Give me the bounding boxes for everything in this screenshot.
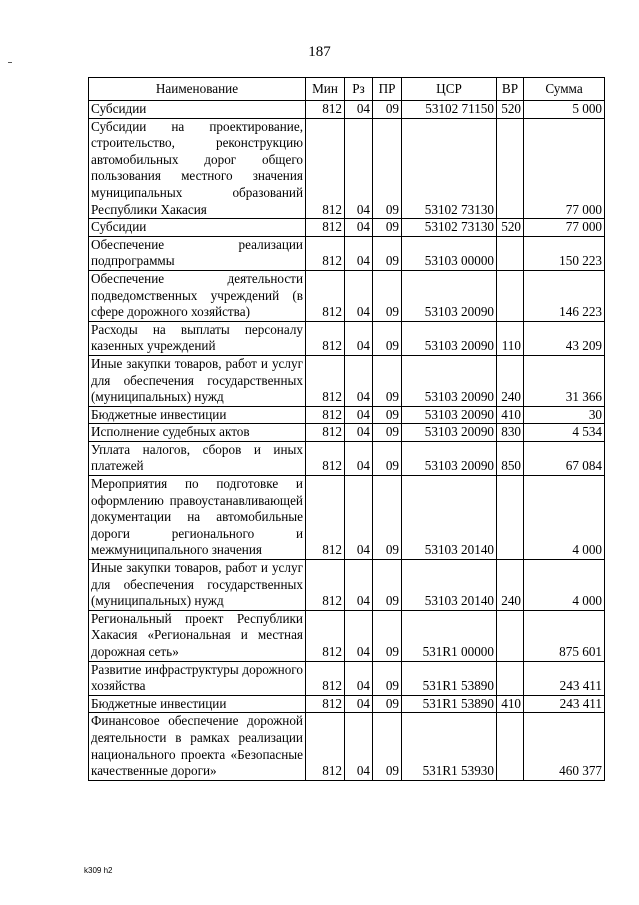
cell-rz: 04 (345, 713, 373, 780)
cell-rz: 04 (345, 476, 373, 560)
cell-min: 812 (306, 713, 345, 780)
table-row (89, 406, 605, 424)
cell-vr (497, 661, 524, 695)
cell-name: Исполнение судебных актов (89, 424, 306, 442)
cell-rz: 04 (345, 118, 373, 219)
cell-csr: 531R1 53890 (402, 661, 497, 695)
cell-vr: 240 (497, 560, 524, 611)
cell-rz: 04 (345, 355, 373, 406)
cell-rz: 04 (345, 695, 373, 713)
cell-sum: 4 000 (524, 560, 605, 611)
cell-name: Уплата налогов, сборов и иных платежей (89, 441, 306, 475)
cell-name: Расходы на выплаты персоналу казенных учреждений (89, 321, 306, 355)
cell-sum: 146 223 (524, 270, 605, 321)
cell-vr (497, 270, 524, 321)
cell-sum: 460 377 (524, 713, 605, 780)
cell-vr (497, 713, 524, 780)
column-header-min: Мин (306, 78, 345, 101)
cell-name: Мероприятия по подготовке и оформлению правоустанавливающей документации на автомобильные дороги регионального и межмуниципального значения (89, 476, 306, 560)
page-number: 187 (308, 44, 331, 60)
cell-pr: 09 (373, 321, 402, 355)
table-header-row (89, 78, 605, 101)
cell-csr: 53103 20090 (402, 321, 497, 355)
cell-min: 812 (306, 695, 345, 713)
cell-min: 812 (306, 219, 345, 237)
cell-pr: 09 (373, 560, 402, 611)
cell-min: 812 (306, 101, 345, 119)
cell-min: 812 (306, 424, 345, 442)
cell-name: Обеспечение реализации подпрограммы (89, 236, 306, 270)
table-row (89, 560, 605, 611)
table-row (89, 713, 605, 780)
column-header-name: Наименование (89, 78, 306, 101)
cell-rz: 04 (345, 406, 373, 424)
cell-csr: 53102 73130 (402, 118, 497, 219)
cell-min: 812 (306, 355, 345, 406)
cell-name: Бюджетные инвестиции (89, 406, 306, 424)
cell-min: 812 (306, 236, 345, 270)
cell-pr: 09 (373, 424, 402, 442)
cell-pr: 09 (373, 101, 402, 119)
cell-rz: 04 (345, 101, 373, 119)
cell-name: Бюджетные инвестиции (89, 695, 306, 713)
cell-sum: 43 209 (524, 321, 605, 355)
cell-csr: 53103 20090 (402, 355, 497, 406)
cell-csr: 53103 20090 (402, 424, 497, 442)
cell-pr: 09 (373, 661, 402, 695)
cell-csr: 531R1 53930 (402, 713, 497, 780)
table-row (89, 355, 605, 406)
cell-pr: 09 (373, 118, 402, 219)
cell-vr (497, 610, 524, 661)
cell-name: Региональный проект Республики Хакасия «Региональная и местная дорожная сеть» (89, 610, 306, 661)
cell-vr: 110 (497, 321, 524, 355)
cell-vr: 520 (497, 219, 524, 237)
cell-pr: 09 (373, 219, 402, 237)
cell-pr: 09 (373, 270, 402, 321)
cell-rz: 04 (345, 441, 373, 475)
cell-csr: 531R1 53890 (402, 695, 497, 713)
cell-min: 812 (306, 560, 345, 611)
table-row (89, 270, 605, 321)
cell-rz: 04 (345, 560, 373, 611)
cell-vr: 410 (497, 695, 524, 713)
column-header-csr: ЦСР (402, 78, 497, 101)
cell-sum: 4 534 (524, 424, 605, 442)
cell-rz: 04 (345, 236, 373, 270)
table-row (89, 695, 605, 713)
cell-sum: 4 000 (524, 476, 605, 560)
cell-sum: 31 366 (524, 355, 605, 406)
cell-min: 812 (306, 476, 345, 560)
cell-min: 812 (306, 661, 345, 695)
cell-min: 812 (306, 441, 345, 475)
cell-csr: 53102 73130 (402, 219, 497, 237)
cell-sum: 67 084 (524, 441, 605, 475)
cell-vr: 850 (497, 441, 524, 475)
footer-code: k309 h2 (84, 866, 113, 875)
cell-vr (497, 118, 524, 219)
table-row (89, 424, 605, 442)
cell-pr: 09 (373, 355, 402, 406)
cell-sum: 150 223 (524, 236, 605, 270)
cell-sum: 243 411 (524, 695, 605, 713)
cell-pr: 09 (373, 476, 402, 560)
cell-rz: 04 (345, 321, 373, 355)
cell-csr: 53103 00000 (402, 236, 497, 270)
cell-pr: 09 (373, 610, 402, 661)
cell-csr: 53103 20090 (402, 270, 497, 321)
cell-pr: 09 (373, 236, 402, 270)
table-row (89, 441, 605, 475)
cell-csr: 531R1 00000 (402, 610, 497, 661)
table-body (89, 101, 605, 781)
table-row (89, 118, 605, 219)
cell-vr: 410 (497, 406, 524, 424)
table-row (89, 661, 605, 695)
cell-name: Иные закупки товаров, работ и услуг для обеспечения государственных (муниципальных) нужд (89, 560, 306, 611)
cell-pr: 09 (373, 406, 402, 424)
cell-sum: 875 601 (524, 610, 605, 661)
column-header-vr: ВР (497, 78, 524, 101)
cell-rz: 04 (345, 661, 373, 695)
table-row (89, 101, 605, 119)
cell-csr: 53103 20140 (402, 560, 497, 611)
table-row (89, 219, 605, 237)
table-row (89, 321, 605, 355)
cell-csr: 53103 20140 (402, 476, 497, 560)
cell-min: 812 (306, 321, 345, 355)
cell-vr (497, 476, 524, 560)
cell-min: 812 (306, 610, 345, 661)
table-row (89, 610, 605, 661)
cell-rz: 04 (345, 270, 373, 321)
cell-vr: 520 (497, 101, 524, 119)
scan-mark (8, 62, 12, 63)
cell-vr (497, 236, 524, 270)
cell-name: Иные закупки товаров, работ и услуг для обеспечения государственных (муниципальных) нужд (89, 355, 306, 406)
cell-pr: 09 (373, 695, 402, 713)
cell-name: Развитие инфраструктуры дорожного хозяйства (89, 661, 306, 695)
cell-name: Субсидии (89, 101, 306, 119)
cell-rz: 04 (345, 610, 373, 661)
cell-sum: 77 000 (524, 118, 605, 219)
cell-pr: 09 (373, 441, 402, 475)
cell-name: Субсидии (89, 219, 306, 237)
cell-csr: 53103 20090 (402, 406, 497, 424)
budget-table (88, 77, 605, 781)
cell-min: 812 (306, 406, 345, 424)
cell-rz: 04 (345, 424, 373, 442)
cell-sum: 243 411 (524, 661, 605, 695)
cell-sum: 5 000 (524, 101, 605, 119)
cell-name: Финансовое обеспечение дорожной деятельности в рамках реализации национального проекта «Безопасные качественные дороги» (89, 713, 306, 780)
cell-csr: 53102 71150 (402, 101, 497, 119)
cell-pr: 09 (373, 713, 402, 780)
column-header-sum: Сумма (524, 78, 605, 101)
column-header-pr: ПР (373, 78, 402, 101)
cell-rz: 04 (345, 219, 373, 237)
cell-min: 812 (306, 118, 345, 219)
cell-sum: 77 000 (524, 219, 605, 237)
cell-name: Обеспечение деятельности подведомственных учреждений (в сфере дорожного хозяйства) (89, 270, 306, 321)
cell-vr: 830 (497, 424, 524, 442)
table-row (89, 236, 605, 270)
cell-vr: 240 (497, 355, 524, 406)
cell-name: Субсидии на проектирование, строительство, реконструкцию автомобильных дорог общего пользования местного значения муниципальных образований Республики Хакасия (89, 118, 306, 219)
table-row (89, 476, 605, 560)
cell-csr: 53103 20090 (402, 441, 497, 475)
column-header-rz: Рз (345, 78, 373, 101)
cell-sum: 30 (524, 406, 605, 424)
cell-min: 812 (306, 270, 345, 321)
